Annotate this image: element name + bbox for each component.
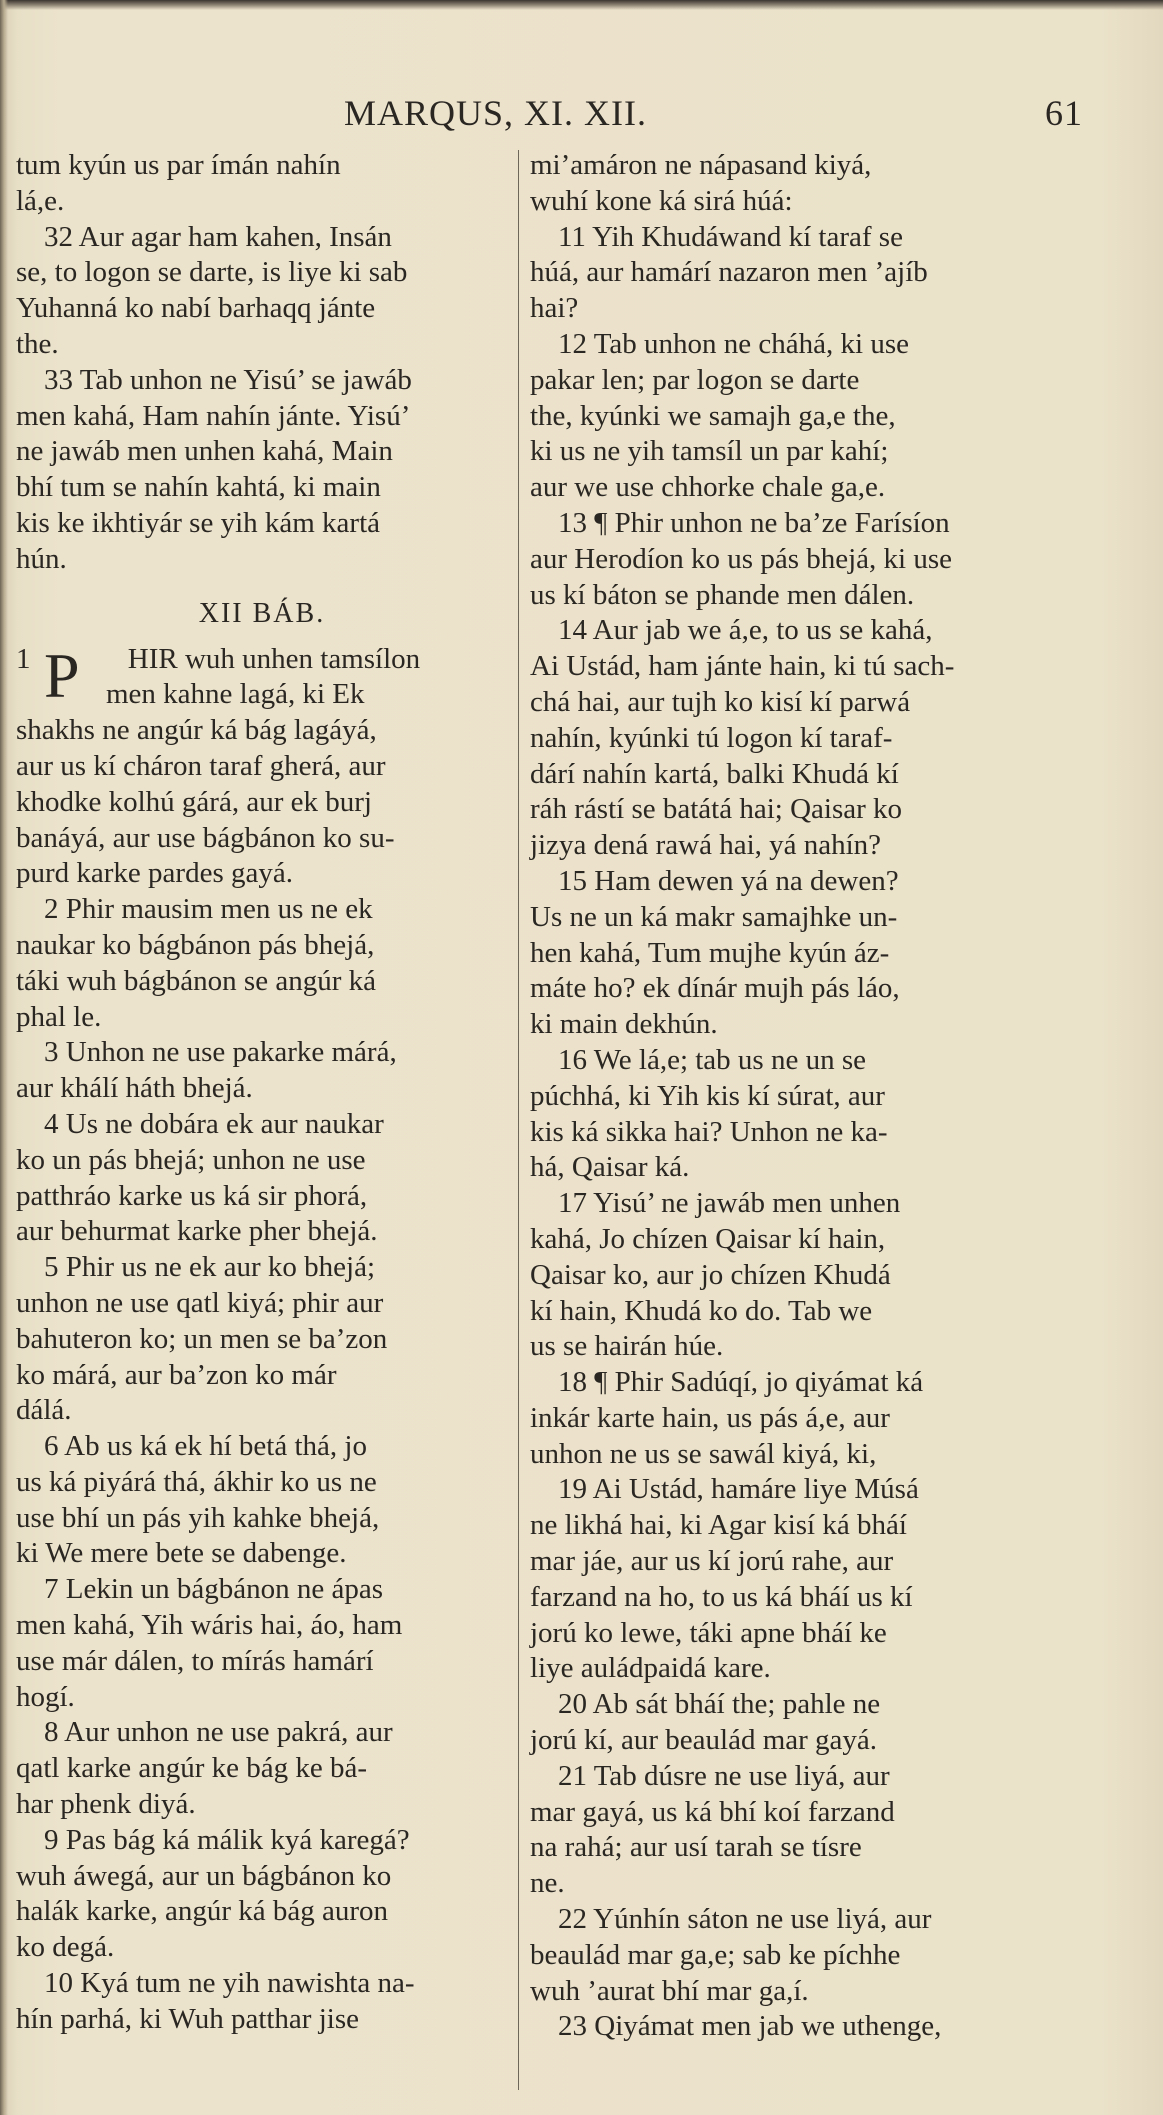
text-line: lá,e. — [16, 184, 65, 217]
text-line: 7 Lekin un bágbánon ne ápas — [44, 1573, 384, 1606]
text-line: dálá. — [16, 1394, 72, 1427]
text-line: 11 Yih Khudáwand kí taraf se — [558, 220, 903, 253]
text-line: banáyá, aur use bágbánon ko su- — [16, 821, 395, 854]
text-line: 13 ¶ Phir unhon ne ba’ze Farísíon — [558, 506, 950, 539]
text-line: aur Herodíon ko us pás bhejá, ki use — [530, 542, 953, 575]
text-line: kí hain, Khudá ko do. Tab we — [530, 1294, 873, 1327]
text-line: ne likhá hai, ki Agar kisí ká bháí — [530, 1509, 907, 1542]
text-line: 2 Phir mausim men us ne ek — [44, 893, 373, 926]
text-line: har phenk diyá. — [16, 1788, 196, 1821]
text-line: 15 Ham dewen yá na dewen? — [558, 864, 899, 897]
text-line: táki wuh bágbánon se angúr ká — [16, 964, 376, 997]
chapter-second-line — [16, 677, 508, 713]
text-line: halák karke, angúr ká bág auron — [16, 1895, 389, 1928]
chapter-first-line-text: HIR wuh unhen tamsílon — [127, 642, 421, 675]
text-line: aur khálí háth bhejá. — [16, 1072, 253, 1105]
text-line: chá hai, aur tujh ko kisí kí parwá — [530, 685, 911, 718]
text-line: se, to logon se darte, is liye ki sab — [16, 256, 408, 289]
text-line: patthráo karke us ká sir phorá, — [16, 1179, 368, 1212]
chapter-second-line-text: men kahne lagá, ki Ek — [106, 678, 365, 711]
text-line: na rahá; aur usí tarah se tísre — [530, 1831, 862, 1864]
text-line: ki We mere bete se dabenge. — [16, 1537, 347, 1570]
text-line: farzand na ho, to us ká bháí us kí — [530, 1580, 913, 1613]
text-line: phal le. — [16, 1000, 102, 1033]
text-line: ki main dekhún. — [530, 1008, 718, 1041]
text-line: hen kahá, Tum mujhe kyún áz- — [530, 936, 890, 969]
text-line: wuhí kone ká sirá húá: — [530, 184, 793, 217]
right-column — [530, 148, 1075, 2045]
text-line: húá, aur hamárí nazaron men ’ajíb — [530, 256, 928, 289]
text-line: 3 Unhon ne use pakarke márá, — [44, 1036, 397, 1069]
text-line: ne. — [530, 1867, 565, 1900]
text-line: há, Qaisar ká. — [530, 1151, 690, 1184]
text-line: mi’amáron ne nápasand kiyá, — [530, 149, 872, 181]
running-head: MARQUS, XI. XII. — [344, 93, 647, 133]
left-column-lines-after — [16, 713, 508, 2037]
text-line: kahá, Jo chízen Qaisar kí hain, — [530, 1222, 886, 1255]
text-line: hín parhá, ki Wuh patthar jise — [16, 2002, 359, 2035]
text-line: pakar len; par logon se darte — [530, 363, 860, 396]
text-line: mar jáe, aur us kí jorú rahe, aur — [530, 1545, 894, 1578]
text-line: qatl karke angúr ke bág ke bá- — [16, 1752, 368, 1785]
text-line: unhon ne use qatl kiyá; phir aur — [16, 1286, 384, 1319]
text-line: 19 Ai Ustád, hamáre liye Músá — [558, 1473, 919, 1506]
chapter-heading: XII BÁB. — [198, 597, 326, 629]
text-line: 4 Us ne dobára ek aur naukar — [44, 1107, 384, 1140]
text-line: wuh ’aurat bhí mar ga,í. — [530, 1974, 809, 2007]
text-line: Us ne un ká makr samajhke un- — [530, 900, 898, 933]
text-line: use már dálen, to mírás hamárí — [16, 1644, 374, 1677]
left-column — [16, 148, 508, 2038]
text-line: kis ke ikhtiyár se yih kám kartá — [16, 506, 381, 539]
text-line: ki us ne yih tamsíl un par kahí; — [530, 435, 889, 468]
text-line: beaulád mar ga,e; sab ke píchhe — [530, 1938, 901, 1971]
text-line: jorú kí, aur beaulád mar gayá. — [530, 1724, 878, 1757]
text-line: naukar ko bágbánon pás bhejá, — [16, 928, 375, 961]
text-line: bahuteron ko; un men se ba’zon — [16, 1322, 388, 1355]
text-line: aur us kí cháron taraf gherá, aur — [16, 749, 386, 782]
text-line: men kahá, Yih wáris hai, áo, ham — [16, 1609, 403, 1642]
text-line: 9 Pas bág ká málik kyá karegá? — [44, 1823, 410, 1856]
drop-cap: P — [44, 639, 80, 711]
text-line: hai? — [530, 292, 579, 325]
text-line: 21 Tab dúsre ne use liyá, aur — [558, 1759, 890, 1792]
page-header — [0, 92, 1163, 142]
text-line: máte ho? ek dínár mujh pás láo, — [530, 972, 900, 1005]
text-line: 33 Tab unhon ne Yisú’ se jawáb — [44, 363, 412, 396]
text-line: 5 Phir us ne ek aur ko bhejá; — [44, 1251, 376, 1284]
text-line: us kí báton se phande men dálen. — [530, 578, 915, 611]
text-line: ko degá. — [16, 1931, 115, 1964]
text-line: Ai Ustád, ham jánte hain, ki tú sach- — [530, 650, 955, 683]
text-line: 23 Qiyámat men jab we uthenge, — [558, 2010, 942, 2043]
text-line: liye auládpaidá kare. — [530, 1652, 771, 1685]
left-column-lines — [16, 148, 508, 578]
text-line: tum kyún us par ímán nahín — [16, 149, 341, 181]
text-line: 16 We lá,e; tab us ne un se — [558, 1043, 866, 1076]
text-line: 18 ¶ Phir Sadúqí, jo qiyámat ká — [558, 1366, 924, 1399]
text-line: us se hairán húe. — [530, 1330, 724, 1363]
text-line: the. — [16, 327, 59, 360]
text-line: the, kyúnki we samajh ga,e the, — [530, 399, 896, 432]
text-line: hogí. — [16, 1680, 75, 1713]
text-line: shakhs ne angúr ká bág lagáyá, — [16, 714, 377, 747]
text-line: 20 Ab sát bháí the; pahle ne — [558, 1688, 881, 1721]
text-line: purd karke pardes gayá. — [16, 857, 293, 890]
text-line: ko márá, aur ba’zon ko már — [16, 1358, 337, 1391]
text-line: aur we use chhorke chale ga,e. — [530, 471, 886, 504]
text-line: khodke kolhú gárá, aur ek burj — [16, 785, 372, 818]
text-line: hún. — [16, 542, 67, 575]
column-divider — [518, 150, 519, 2090]
text-line: us ká piyárá thá, ákhir ko us ne — [16, 1465, 377, 1498]
text-line: inkár karte hain, us pás á,e, aur — [530, 1401, 890, 1434]
text-line: aur behurmat karke pher bhejá. — [16, 1215, 378, 1248]
text-line: ne jawáb men unhen kahá, Main — [16, 435, 393, 468]
text-line: jorú ko lewe, táki apne bháí ke — [530, 1616, 887, 1649]
text-line: 14 Aur jab we á,e, to us se kahá, — [558, 614, 933, 647]
right-column-lines — [530, 148, 1075, 2045]
text-line: mar gayá, us ká bhí koí farzand — [530, 1795, 895, 1828]
text-line: men kahá, Ham nahín jánte. Yisú’ — [16, 399, 411, 432]
page-binding-edge — [0, 0, 8, 2115]
page-number: 61 — [1045, 93, 1083, 133]
text-line: 8 Aur unhon ne use pakrá, aur — [44, 1716, 393, 1749]
text-line: bhí tum se nahín kahtá, ki main — [16, 471, 381, 504]
text-line: jizya dená rawá hai, yá nahín? — [530, 829, 882, 862]
text-line: 17 Yisú’ ne jawáb men unhen — [558, 1187, 901, 1220]
text-line: púchhá, ki Yih kis kí súrat, aur — [530, 1079, 885, 1112]
page-top-shadow — [0, 0, 1163, 10]
text-line: 32 Aur agar ham kahen, Insán — [44, 220, 392, 253]
text-line: unhon ne us se sawál kiyá, ki, — [530, 1437, 877, 1470]
text-line: dárí nahín kartá, balki Khudá kí — [530, 757, 899, 790]
text-line: 12 Tab unhon ne cháhá, ki use — [558, 327, 909, 360]
text-line: 22 Yúnhín sáton ne use liyá, aur — [558, 1903, 932, 1936]
text-line: ráh rástí se batátá hai; Qaisar ko — [530, 793, 903, 826]
text-line: Qaisar ko, aur jo chízen Khudá — [530, 1258, 891, 1291]
text-line: use bhí un pás yih kahke bhejá, — [16, 1501, 380, 1534]
verse-number: 1 — [16, 642, 31, 675]
text-line: 10 Kyá tum ne yih nawishta na- — [44, 1967, 415, 2000]
text-line: Yuhanná ko nabí barhaqq jánte — [16, 292, 376, 325]
text-line: 6 Ab us ká ek hí betá thá, jo — [44, 1430, 367, 1463]
text-line: ko un pás bhejá; unhon ne use — [16, 1143, 366, 1176]
text-line: nahín, kyúnki tú logon kí taraf- — [530, 721, 893, 754]
text-line: wuh áwegá, aur un bágbánon ko — [16, 1859, 392, 1892]
text-line: kis ká sikka hai? Unhon ne ka- — [530, 1115, 888, 1148]
